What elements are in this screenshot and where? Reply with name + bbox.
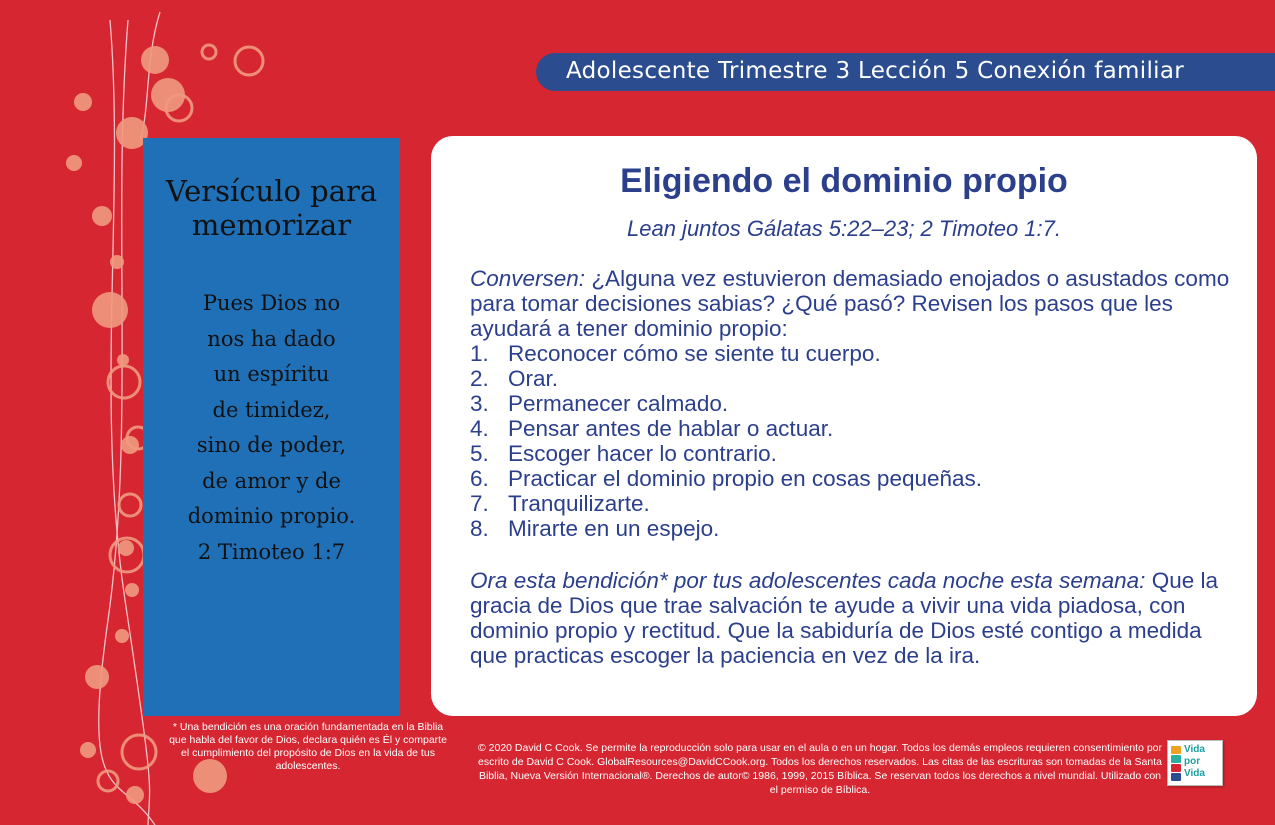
step-text: Pensar antes de hablar o actuar.: [508, 416, 834, 441]
memory-verse-text: [143, 286, 400, 570]
page-title: Adolescente Trimestre 3 Lección 5 Conexión familiar: [566, 58, 1184, 84]
step-number: 1.: [470, 341, 489, 366]
memory-verse-panel: [143, 138, 400, 716]
verse-reference: 2 Timoteo 1:7: [197, 539, 346, 564]
step-number: 5.: [470, 441, 489, 466]
logo-wordmark: [1184, 744, 1205, 780]
steps-list: [470, 341, 1240, 541]
step-number: 7.: [470, 491, 489, 516]
list-item: [470, 366, 1240, 391]
vida-por-vida-logo: [1167, 740, 1223, 786]
heading-line: Versículo para: [165, 174, 378, 208]
lesson-subtitle: Lean juntos Gálatas 5:22–23; 2 Timoteo 1:7.: [627, 216, 1061, 241]
verse-line: nos ha dado: [207, 326, 336, 351]
list-item: [470, 416, 1240, 441]
step-number: 2.: [470, 366, 489, 391]
discuss-text: ¿Alguna vez estuvieron demasiado enojados o asustados como para tomar decisiones sabias? ¿Qué pasó? Revisen los pasos que les ayudará a tener dominio propio:: [470, 266, 1230, 341]
list-item: [470, 516, 1240, 541]
verse-line: de amor y de: [202, 468, 341, 493]
list-item: [470, 491, 1240, 516]
list-item: [470, 391, 1240, 416]
verse-line: de timidez,: [212, 397, 331, 422]
step-number: 4.: [470, 416, 489, 441]
blessing-label: Ora esta bendición* por tus adolescentes cada noche esta semana:: [470, 568, 1146, 593]
logo-word: por: [1184, 756, 1201, 767]
lesson-card: [431, 136, 1257, 716]
step-text: Tranquilizarte.: [508, 491, 650, 516]
list-item: [470, 341, 1240, 366]
verse-line: un espíritu: [213, 362, 330, 386]
verse-line: Pues Dios no: [202, 291, 341, 315]
step-text: Reconocer cómo se siente tu cuerpo.: [508, 341, 881, 366]
step-number: 6.: [470, 466, 489, 491]
heading-line: memorizar: [191, 208, 352, 242]
verse-line: sino de poder,: [196, 433, 347, 457]
logo-word: Vida: [1184, 768, 1205, 779]
logo-mark-icon: [1171, 746, 1181, 780]
step-number: 3.: [470, 391, 489, 416]
spacer: [470, 541, 1240, 568]
memory-verse-heading: [143, 174, 400, 242]
lesson-body: [470, 266, 1240, 668]
blessing-text: Que la gracia de Dios que trae salvación te ayude a vivir una vida piadosa, con dominio propio y rectitud. Que la sabiduría de Dios esté contigo a medida que practicas escoger la paciencia en vez de la ira.: [470, 568, 1218, 668]
discussion-paragraph: [470, 266, 1240, 341]
step-text: Escoger hacer lo contrario.: [508, 441, 777, 466]
step-number: 8.: [470, 516, 489, 541]
step-text: Mirarte en un espejo.: [508, 516, 720, 541]
step-text: Orar.: [508, 366, 559, 391]
blessing-footnote: * Una bendición es una oración fundamentada en la Biblia que habla del favor de Dios, declara quién es Él y comparte el cumplimiento del propósito de Dios en la vida de tus adolescentes.: [169, 721, 447, 772]
discuss-label: Conversen:: [470, 266, 586, 291]
verse-line: dominio propio.: [187, 504, 356, 528]
step-text: Practicar el dominio propio en cosas pequeñas.: [508, 466, 983, 491]
list-item: [470, 466, 1240, 491]
copyright-notice: © 2020 David C Cook. Se permite la reproducción solo para usar en el aula o en un hogar. Todos los demás empleos requieren consentimiento por escrito de David C Cook. GlobalResources@DavidCCook.org. Todos los derechos reservados. Las citas de las escrituras son tomadas de la Santa Biblia, Nueva Versión Internacional®. Derechos de autor© 1986, 1999, 2015 Bíblica. Se reservan todos los derechos a nivel mundial. Utilizado con el permiso de Bíblica.: [477, 742, 1163, 796]
lesson-title: Eligiendo el dominio propio: [620, 162, 1068, 200]
logo-word: Vida: [1184, 744, 1205, 755]
step-text: Permanecer calmado.: [508, 391, 729, 416]
blessing-paragraph: [470, 568, 1240, 668]
list-item: [470, 441, 1240, 466]
